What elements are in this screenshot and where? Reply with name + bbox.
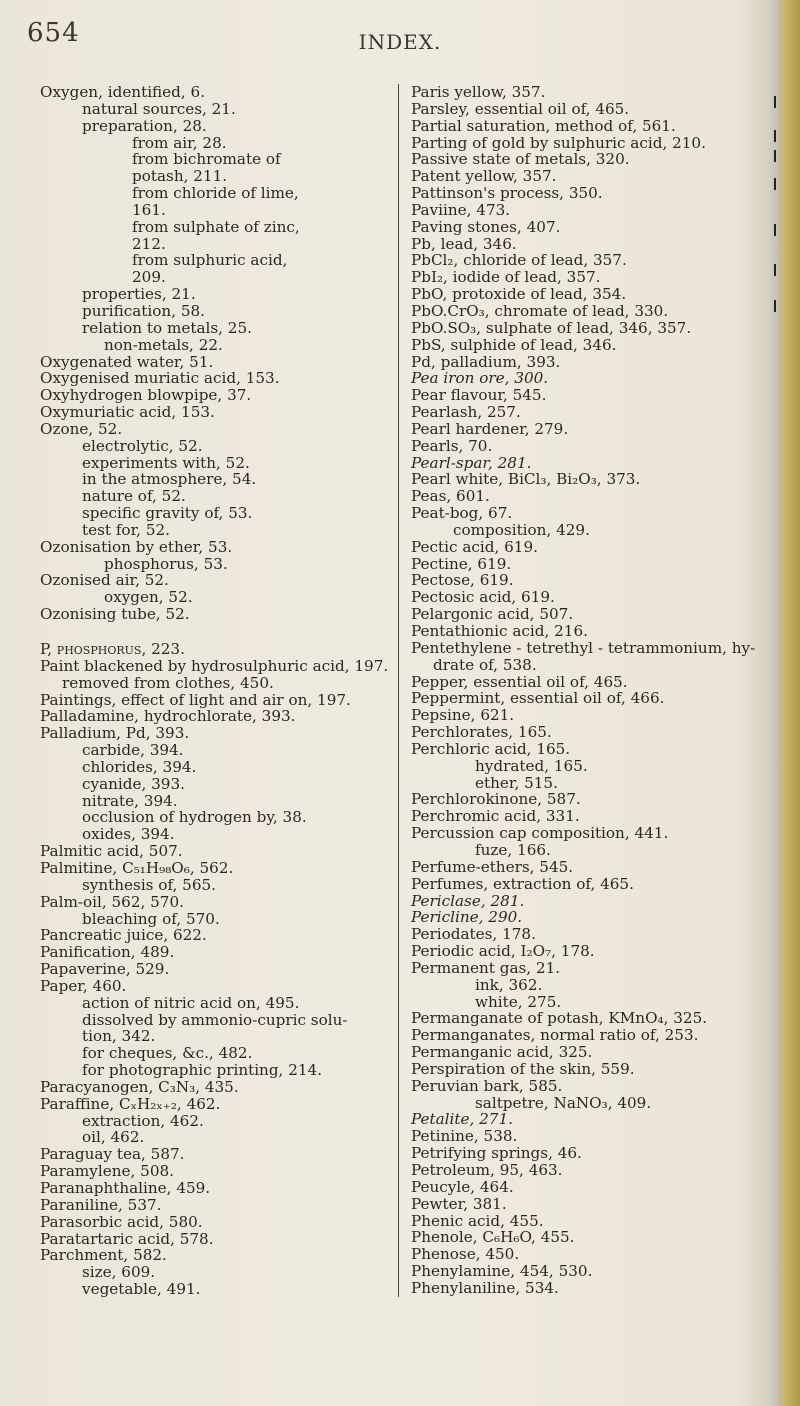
index-entry: Pelargonic acid, 507. (411, 605, 574, 624)
index-entry: 212. (132, 234, 166, 253)
index-entry: Paintings, effect of light and air on, 197. (40, 690, 351, 709)
index-entry: potash, 211. (132, 167, 228, 186)
index-entry: Oxygenated water, 51. (40, 352, 214, 371)
index-entry: Pattinson's process, 350. (411, 184, 603, 203)
index-entry: action of nitric acid on, 495. (82, 993, 300, 1012)
index-entry: nitrate, 394. (82, 791, 178, 810)
index-entry: Peruvian bark, 585. (411, 1076, 563, 1095)
index-entry: Palladamine, hydrochlorate, 393. (40, 707, 296, 726)
index-entry: Paramylene, 508. (40, 1162, 174, 1181)
index-entry: nature of, 52. (82, 487, 186, 506)
index-entry: Permanganic acid, 325. (411, 1043, 593, 1062)
index-entry: Pectic acid, 619. (411, 537, 538, 556)
index-entry: Permanganate of potash, KMnO₄, 325. (411, 1009, 708, 1028)
index-entry: saltpetre, NaNO₃, 409. (475, 1093, 652, 1112)
index-entry: Parting of gold by sulphuric acid, 210. (411, 133, 706, 152)
index-entry: from bichromate of (132, 150, 281, 169)
index-entry: experiments with, 52. (82, 453, 250, 472)
index-entry: Oxyhydrogen blowpipe, 37. (40, 386, 252, 405)
index-entry: fuze, 166. (475, 840, 551, 859)
index-column-left (40, 84, 390, 1298)
index-entry: Paint blackened by hydrosulphuric acid, 197. (40, 656, 389, 675)
index-entry: Pectine, 619. (411, 554, 512, 573)
index-entry: specific gravity of, 53. (82, 504, 253, 523)
index-entry: Pepper, essential oil of, 465. (411, 672, 628, 691)
index-entry: Pear flavour, 545. (411, 386, 547, 405)
index-entry: from sulphate of zinc, (132, 217, 300, 236)
index-entry: 209. (132, 268, 166, 287)
index-entry: Pancreatic juice, 622. (40, 926, 207, 945)
index-entry: Passive state of metals, 320. (411, 150, 630, 169)
index-entry: Permanent gas, 21. (411, 958, 561, 977)
index-entry: Perfume-ethers, 545. (411, 857, 574, 876)
index-entry: Perfumes, extraction of, 465. (411, 874, 634, 893)
index-entry: Pearl-spar, 281. (411, 453, 532, 472)
index-entry: Pb, lead, 346. (411, 234, 517, 253)
index-entry: Petalite, 271. (411, 1110, 513, 1129)
index-entry: PbO.CrO₃, chromate of lead, 330. (411, 301, 669, 320)
index-entry: size, 609. (82, 1263, 156, 1282)
index-entry: removed from clothes, 450. (62, 673, 274, 692)
index-entry: occlusion of hydrogen by, 38. (82, 808, 307, 827)
index-entry: synthesis of, 565. (82, 875, 216, 894)
index-entry: white, 275. (475, 992, 562, 1011)
index-entry: extraction, 462. (82, 1111, 204, 1130)
index-entry: ether, 515. (475, 773, 558, 792)
index-entry: Paper, 460. (40, 976, 127, 995)
index-entry: Oxygenised muriatic acid, 153. (40, 369, 280, 388)
index-entry: Paviine, 473. (411, 200, 511, 219)
index-entry: relation to metals, 25. (82, 318, 252, 337)
index-entry: Paraffine, CₓH₂ₓ₊₂, 462. (40, 1094, 221, 1113)
index-entry: Ozonisation by ether, 53. (40, 537, 233, 556)
index-entry: Peucyle, 464. (411, 1177, 514, 1196)
index-entry: vegetable, 491. (82, 1280, 201, 1299)
index-column-right (398, 84, 778, 1297)
index-entry: Palmitine, C₅₁H₉₈O₆, 562. (40, 858, 234, 877)
section-gap (40, 623, 390, 641)
index-entry: Papaverine, 529. (40, 960, 170, 979)
index-entry: PbCl₂, chloride of lead, 357. (411, 251, 627, 270)
index-entry: Oxymuriatic acid, 153. (40, 403, 215, 422)
index-entry: Periodates, 178. (411, 925, 536, 944)
index-entry: P, phosphorus, 223. (40, 640, 185, 658)
index-entry: Perchloric acid, 165. (411, 739, 571, 758)
index-entry: from air, 28. (132, 133, 227, 152)
index-entry: Phenylamine, 454, 530. (411, 1262, 593, 1281)
index-entry: drate of, 538. (433, 655, 537, 674)
index-entry: test for, 52. (82, 520, 170, 539)
index-entry: Petroleum, 95, 463. (411, 1161, 563, 1179)
index-entry: Partial saturation, method of, 561. (411, 116, 676, 135)
index-entry: Parchment, 582. (40, 1246, 167, 1265)
index-entry: Paranaphthaline, 459. (40, 1179, 211, 1197)
index-entry: cyanide, 393. (82, 774, 185, 793)
running-head: INDEX. (358, 30, 442, 54)
index-entry: Paraguay tea, 587. (40, 1145, 185, 1164)
index-entry: Paracyanogen, C₃N₃, 435. (40, 1077, 239, 1096)
index-entry: Petinine, 538. (411, 1127, 518, 1146)
index-entry: Parasorbic acid, 580. (40, 1212, 203, 1231)
index-entry: Paris yellow, 357. (411, 83, 546, 101)
index-entry: in the atmosphere, 54. (82, 470, 257, 489)
index-entry: Panification, 489. (40, 943, 175, 962)
index-entry: Pearlash, 257. (411, 403, 521, 422)
index-entry: non-metals, 22. (104, 335, 223, 354)
index-entry: Pearls, 70. (411, 436, 493, 455)
index-entry: Phenole, C₆H₆O, 455. (411, 1228, 575, 1247)
index-entry: from sulphuric acid, (132, 251, 288, 270)
index-entry: purification, 58. (82, 301, 206, 320)
index-entry: Ozonised air, 52. (40, 571, 169, 590)
index-entry: Perchlorokinone, 587. (411, 790, 581, 809)
index-entry: Peppermint, essential oil of, 466. (411, 689, 665, 708)
index-entry: Pectose, 619. (411, 571, 514, 590)
index-entry: Permanganates, normal ratio of, 253. (411, 1026, 699, 1045)
index-entry: Perchromic acid, 331. (411, 807, 580, 826)
index-entry: Paving stones, 407. (411, 217, 561, 236)
index-entry: PbS, sulphide of lead, 346. (411, 335, 617, 354)
index-entry: for cheques, &c., 482. (82, 1044, 253, 1063)
index-entry: Perspiration of the skin, 559. (411, 1059, 635, 1078)
index-entry: Pearl hardener, 279. (411, 419, 569, 438)
index-entry: Percussion cap composition, 441. (411, 824, 669, 843)
index-entry: tion, 342. (82, 1027, 156, 1046)
index-entry: oxides, 394. (82, 825, 175, 844)
index-entry: Palladium, Pd, 393. (40, 724, 190, 743)
index-entry: 161. (132, 200, 166, 219)
index-entry: Phenic acid, 455. (411, 1211, 544, 1230)
index-entry: Pea iron ore, 300. (411, 369, 549, 388)
index-entry: Periclase, 281. (411, 891, 525, 910)
index-entry: Petrifying springs, 46. (411, 1144, 582, 1163)
index-entry: PbI₂, iodide of lead, 357. (411, 268, 601, 287)
index-entry: Palm-oil, 562, 570. (40, 892, 184, 911)
index-entry: Peas, 601. (411, 487, 490, 506)
index-entry: Pericline, 290. (411, 908, 523, 927)
index-entry: Pectosic acid, 619. (411, 588, 555, 607)
index-entry: Paratartaric acid, 578. (40, 1229, 214, 1248)
index-entry: phosphorus, 53. (104, 554, 228, 573)
index-entry: Parsley, essential oil of, 465. (411, 99, 630, 118)
index-entry: Pepsine, 621. (411, 706, 515, 725)
index-entry: composition, 429. (453, 520, 590, 539)
index-entry: chlorides, 394. (82, 757, 197, 776)
index-entry: Palmitic acid, 507. (40, 842, 183, 861)
index-entry: Oxygen, identified, 6. (40, 83, 206, 101)
index-entry: oxygen, 52. (104, 588, 193, 607)
page-edge-marks (766, 0, 776, 1406)
index-entry: bleaching of, 570. (82, 909, 220, 928)
index-entry: PbO, protoxide of lead, 354. (411, 285, 627, 304)
index-entry: electrolytic, 52. (82, 436, 203, 455)
index-entry: Patent yellow, 357. (411, 167, 557, 186)
index-entry: Pentethylene - tetrethyl - tetrammonium, hy- (411, 638, 756, 657)
index-entry: Periodic acid, I₂O₇, 178. (411, 942, 595, 961)
index-entry: for photographic printing, 214. (82, 1061, 323, 1080)
index-entry: hydrated, 165. (475, 756, 588, 775)
index-entry: Perchlorates, 165. (411, 723, 552, 742)
index-entry: Ozone, 52. (40, 419, 123, 438)
index-entry: preparation, 28. (82, 116, 207, 135)
index-entry: Paraniline, 537. (40, 1195, 162, 1214)
index-entry: Ozonising tube, 52. (40, 605, 190, 624)
index-entry: Pewter, 381. (411, 1194, 507, 1213)
index-entry: properties, 21. (82, 285, 196, 304)
index-entry: dissolved by ammonio-cupric solu- (82, 1010, 348, 1029)
index-entry: carbide, 394. (82, 741, 184, 760)
index-entry: ink, 362. (475, 975, 543, 994)
index-entry: Phenose, 450. (411, 1245, 520, 1264)
index-entry: Pearl white, BiCl₃, Bi₂O₃, 373. (411, 470, 641, 489)
index-entry: PbO.SO₃, sulphate of lead, 346, 357. (411, 318, 692, 337)
index-entry: Peat-bog, 67. (411, 504, 513, 523)
index-entry: Pentathionic acid, 216. (411, 622, 588, 640)
index-entry: Pd, palladium, 393. (411, 352, 561, 371)
page-number: 654 (27, 18, 80, 48)
index-entry: natural sources, 21. (82, 99, 236, 118)
index-entry: from chloride of lime, (132, 184, 299, 203)
index-entry: oil, 462. (82, 1128, 145, 1147)
index-entry: Phenylaniline, 534. (411, 1278, 559, 1297)
page-edge-shadow (778, 0, 800, 1406)
